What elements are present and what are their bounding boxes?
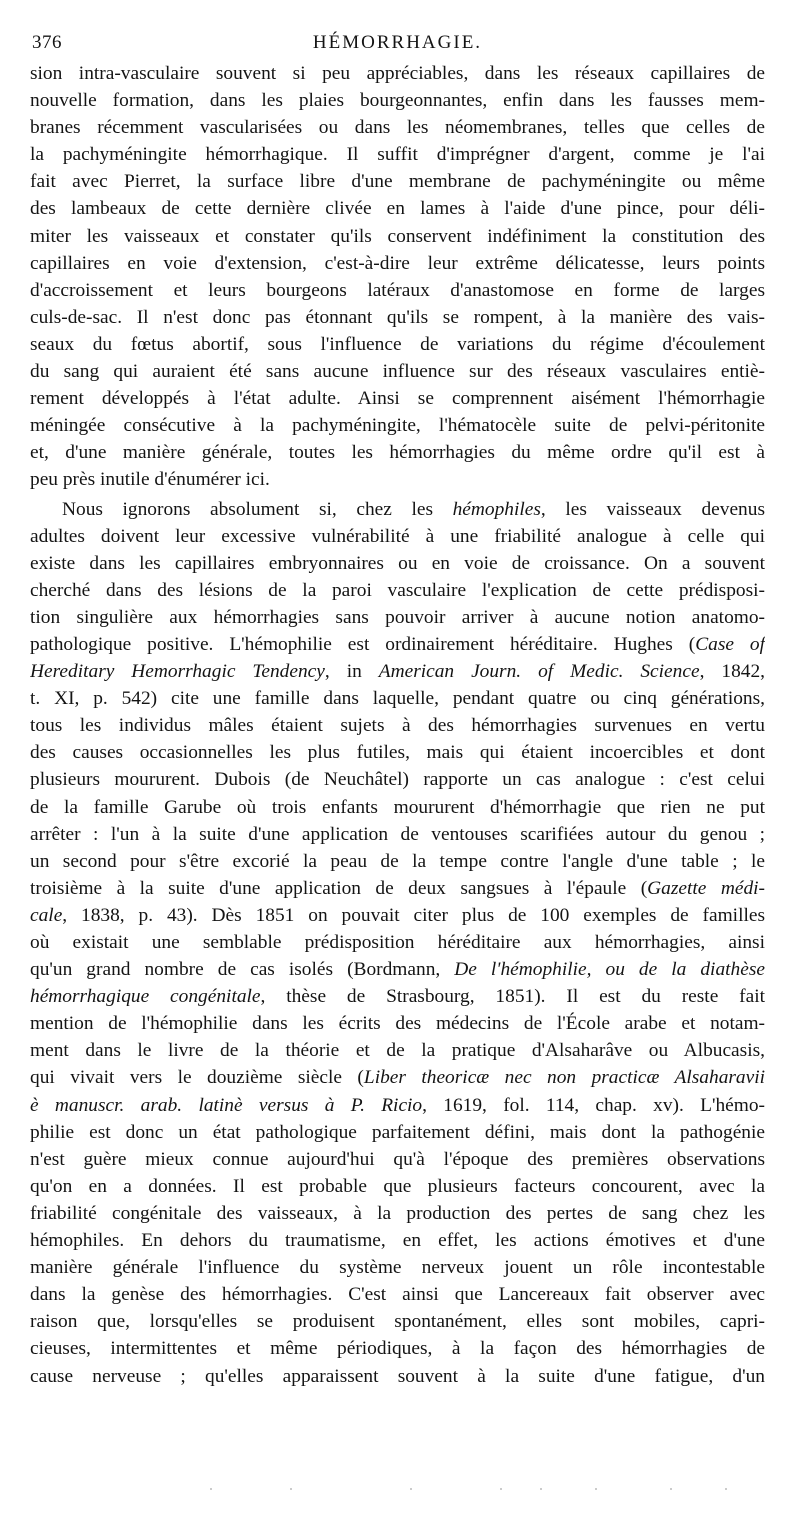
text-line bbox=[30, 1308, 765, 1335]
text-line bbox=[30, 821, 765, 848]
text-run: rement développés à l'état adulte. Ainsi se comprennent aisément l'hémorrhagie bbox=[30, 388, 765, 410]
text-run: hémophiles. En dehors du traumatisme, en effet, les actions émotives et d'une bbox=[30, 1230, 765, 1252]
text-run: la pachyméningite hémorrhagique. Il suffit d'imprégner d'argent, comme je l'ai bbox=[30, 144, 765, 166]
text-run: du sang qui auraient été sans aucune influence sur des réseaux vasculaires entiè- bbox=[30, 361, 765, 383]
text-run: n'est guère mieux connue aujourd'hui qu'à l'époque des premières observations bbox=[30, 1148, 765, 1170]
text-line bbox=[30, 141, 765, 168]
text-run: plusieurs moururent. Dubois (de Neuchâtel) rapporte un cas analogue : c'est celui bbox=[30, 769, 765, 791]
italic-text: American Journ. of Medic. Science bbox=[378, 661, 700, 683]
text-line bbox=[30, 304, 765, 331]
text-line bbox=[30, 1037, 765, 1064]
text-line bbox=[30, 1119, 765, 1146]
text-line bbox=[30, 983, 765, 1010]
scan-speckles bbox=[200, 1488, 760, 1494]
text-run: miter les vaisseaux et constater qu'ils conservent indéfiniment la constitution des bbox=[30, 225, 765, 247]
text-line bbox=[30, 466, 765, 493]
text-run: des causes occasionnelles les plus futiles, mais qui étaient incoercibles et dont bbox=[30, 742, 765, 764]
text-run: des lambeaux de cette dernière clivée en lames à l'aide d'une pince, pour déli- bbox=[30, 198, 765, 220]
text-line bbox=[30, 956, 765, 983]
text-line bbox=[30, 87, 765, 114]
text-run: qu'on en a données. Il est probable que plusieurs facteurs concourent, avec la bbox=[30, 1175, 765, 1197]
text-line bbox=[30, 1227, 765, 1254]
text-run: , thèse de Strasbourg, 1851). Il est du reste fait bbox=[260, 986, 765, 1008]
text-line bbox=[30, 875, 765, 902]
text-run: d'accroissement et leurs bourgeons latéraux d'anastomose en forme de larges bbox=[30, 279, 765, 301]
text-run: cause nerveuse ; qu'elles apparaissent souvent à la suite d'une fatigue, d'un bbox=[30, 1365, 765, 1387]
text-line bbox=[30, 1200, 765, 1227]
text-run: , 1842, bbox=[699, 661, 765, 683]
text-line bbox=[30, 223, 765, 250]
text-run: friabilité congénitale des vaisseaux, à la production des pertes de sang chez les bbox=[30, 1202, 765, 1224]
text-run: de la famille Garube où trois enfants moururent d'hémorrhagie que rien ne put bbox=[30, 796, 765, 818]
text-run: qu'un grand nombre de cas isolés (Bordmann, bbox=[30, 959, 455, 981]
text-run: fait avec Pierret, la surface libre d'une membrane de pachyméningite ou même bbox=[30, 171, 765, 193]
text-line bbox=[30, 358, 765, 385]
text-line bbox=[30, 929, 765, 956]
text-line bbox=[30, 195, 765, 222]
text-run: mention de l'hémophilie dans les écrits des médecins de l'École arabe et notam- bbox=[30, 1013, 765, 1035]
text-run: cherché dans des lésions de la paroi vasculaire l'explication de cette prédisposi- bbox=[30, 579, 765, 601]
text-run: cieuses, intermittentes et même périodiques, à la façon des hémorrhagies de bbox=[30, 1338, 765, 1360]
text-run: manière générale l'influence du système nerveux jouent un rôle incontestable bbox=[30, 1257, 765, 1279]
text-line bbox=[30, 604, 765, 631]
text-line bbox=[30, 60, 765, 87]
italic-text: Case of bbox=[695, 633, 765, 655]
text-run: ment dans le livre de la théorie et de la pratique d'Alsaharâve ou Albucasis, bbox=[30, 1040, 765, 1062]
text-run: où existait une semblable prédisposition héréditaire aux hémorrhagies, ainsi bbox=[30, 932, 765, 953]
text-line bbox=[30, 766, 765, 793]
text-line bbox=[30, 550, 765, 577]
text-line bbox=[30, 739, 765, 766]
text-run: philie est donc un état pathologique parfaitement défini, mais dont la pathogénie bbox=[30, 1121, 765, 1143]
text-line bbox=[30, 277, 765, 304]
text-line bbox=[30, 1281, 765, 1308]
italic-text: è manuscr. arab. latinè versus à P. Ricio bbox=[30, 1094, 423, 1116]
text-run: , les vaisseaux devenus bbox=[540, 498, 765, 520]
text-line bbox=[30, 1363, 765, 1390]
text-line bbox=[30, 1254, 765, 1281]
text-run: existe dans les capillaires embryonnaires ou en voie de croissance. On a souvent bbox=[30, 552, 765, 574]
text-run: un second pour s'être excorié la peau de la tempe contre l'angle d'une table ; le bbox=[30, 850, 765, 872]
text-line bbox=[30, 685, 765, 712]
text-line bbox=[30, 794, 765, 821]
text-line bbox=[30, 712, 765, 739]
text-run: troisième à la suite d'une application de deux sangsues à l'épaule ( bbox=[30, 877, 648, 899]
text-run: , in bbox=[324, 661, 379, 683]
text-run: peu près inutile d'énumérer ici. bbox=[30, 469, 270, 491]
italic-text: hémorrhagique congénitale bbox=[30, 986, 261, 1008]
text-line bbox=[30, 250, 765, 277]
text-line bbox=[30, 523, 765, 550]
italic-text: hémophiles bbox=[452, 498, 541, 520]
italic-text: Liber theoricæ nec non practicæ Alsaharavii bbox=[363, 1067, 765, 1089]
paragraph-2 bbox=[30, 496, 765, 1390]
text-run: qui vivait vers le douzième siècle ( bbox=[30, 1067, 364, 1089]
text-run: méningée consécutive à la pachyméningite, l'hématocèle suite de pelvi-péritonite bbox=[30, 415, 765, 437]
text-line bbox=[30, 412, 765, 439]
text-line bbox=[30, 385, 765, 412]
running-title: HÉMORRHAGIE. bbox=[312, 32, 483, 53]
italic-text: Hereditary Hemorrhagic Tendency bbox=[30, 661, 325, 683]
text-run: culs-de-sac. Il n'est donc pas étonnant qu'ils se rompent, à la manière des vais- bbox=[30, 306, 765, 328]
italic-text: cale bbox=[30, 904, 63, 926]
text-run: Nous ignorons absolument si, chez les bbox=[62, 498, 453, 520]
text-line bbox=[30, 1335, 765, 1362]
text-line bbox=[30, 848, 765, 875]
text-line bbox=[30, 496, 765, 523]
italic-text: De l'hémophilie, ou de la diathèse bbox=[454, 959, 765, 981]
text-run: pathologique positive. L'hémophilie est ordinairement héréditaire. Hughes ( bbox=[30, 633, 696, 655]
text-run: nouvelle formation, dans les plaies bourgeonnantes, enfin dans les fausses mem- bbox=[30, 90, 765, 112]
text-run: sion intra-vasculaire souvent si peu appréciables, dans les réseaux capillaires de bbox=[30, 63, 765, 84]
text-run: t. XI, p. 542) cite une famille dans laquelle, pendant quatre ou cinq générations, bbox=[30, 688, 765, 710]
text-run: branes récemment vascularisées ou dans les néomembranes, telles que celles de bbox=[30, 117, 765, 139]
book-page bbox=[30, 28, 765, 1390]
text-run: adultes doivent leur excessive vulnérabilité à une friabilité analogue à celle qui bbox=[30, 525, 765, 547]
page-number: 376 bbox=[32, 32, 62, 53]
text-run: arrêter : l'un à la suite d'une application de ventouses scarifiées autour du genou ; bbox=[30, 823, 765, 845]
text-line bbox=[30, 1064, 765, 1091]
text-run: tous les individus mâles étaient sujets à des hémorrhagies survenues en vertu bbox=[30, 715, 765, 737]
text-run: et, d'une manière générale, toutes les hémorrhagies du même ordre qu'il est à bbox=[30, 442, 765, 464]
text-run: raison que, lorsqu'elles se produisent spontanément, elles sont mobiles, capri- bbox=[30, 1311, 765, 1333]
text-line bbox=[30, 902, 765, 929]
text-line bbox=[30, 1173, 765, 1200]
text-line bbox=[30, 631, 765, 658]
text-line bbox=[30, 168, 765, 195]
text-run: seaux du fœtus abortif, sous l'influence de variations du régime d'écoulement bbox=[30, 333, 765, 355]
text-run: dans la genèse des hémorrhagies. C'est ainsi que Lancereaux fait observer avec bbox=[30, 1284, 765, 1306]
text-line bbox=[30, 331, 765, 358]
text-line bbox=[30, 439, 765, 466]
text-line bbox=[30, 577, 765, 604]
text-line bbox=[30, 1092, 765, 1119]
text-run: capillaires en voie d'extension, c'est-à-dire leur extrême délicatesse, leurs points bbox=[30, 252, 765, 274]
italic-text: Gazette médi- bbox=[647, 877, 765, 899]
text-run: tion singulière aux hémorrhagies sans pouvoir arriver à aucune notion anatomo- bbox=[30, 606, 765, 628]
text-run: , 1619, fol. 114, chap. xv). L'hémo- bbox=[422, 1094, 765, 1116]
text-line bbox=[30, 114, 765, 141]
text-line bbox=[30, 1010, 765, 1037]
text-run: , 1838, p. 43). Dès 1851 on pouvait citer plus de 100 exemples de familles bbox=[62, 904, 765, 926]
text-line bbox=[30, 1146, 765, 1173]
text-line bbox=[30, 658, 765, 685]
paragraph-1 bbox=[30, 60, 765, 494]
running-header bbox=[30, 28, 765, 60]
